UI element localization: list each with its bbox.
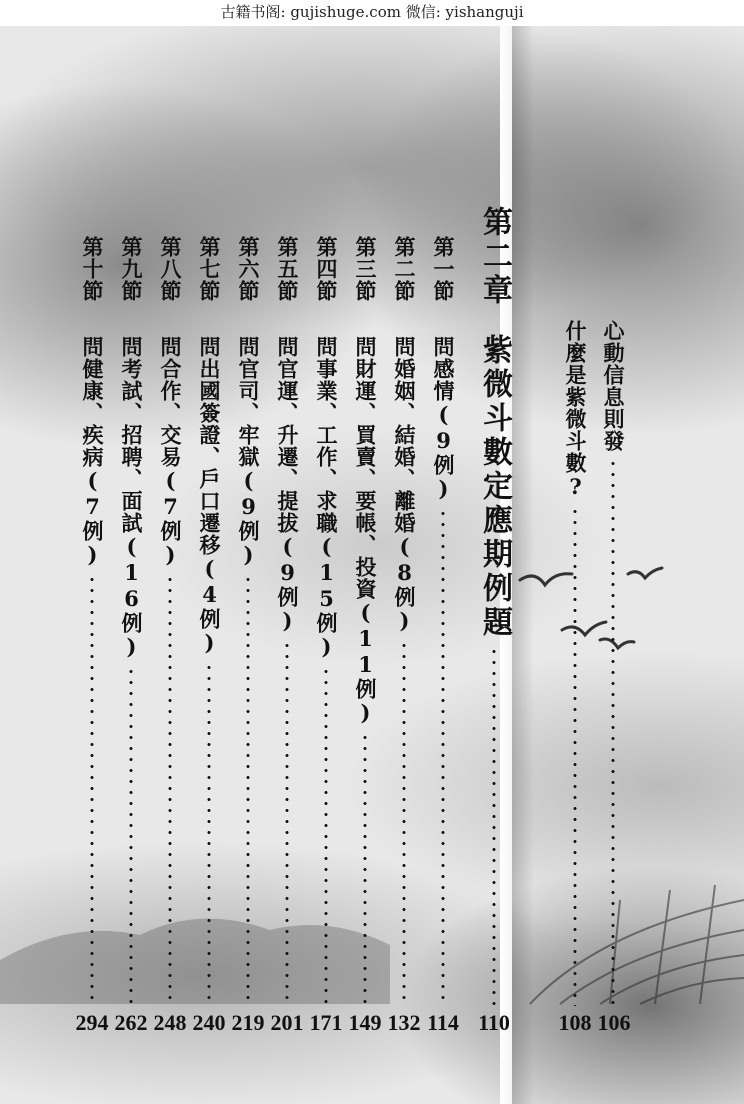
toc-section-5[interactable] [272,236,302,1006]
dot-leader [363,732,367,1006]
section-title: 問官司、牢獄(9例) [236,336,261,568]
page-number: 114 [427,1010,459,1035]
chapter-number: 第二章 [477,206,512,308]
section-number: 第六節 [236,236,261,302]
dot-leader [246,574,250,1006]
section-title: 問婚姻、結婚、離婚(8例) [392,336,417,634]
dot-leader [285,640,289,1006]
page-number: 240 [192,1010,226,1035]
toc-entry-prior-2[interactable] [560,320,590,1006]
page-number: 201 [270,1010,304,1035]
flying-birds-icon [520,568,662,648]
toc-section-7[interactable] [194,236,224,1006]
section-title: 問健康、疾病(7例) [80,336,105,568]
section-number: 第一節 [431,236,456,302]
toc-section-8[interactable] [155,236,185,1006]
toc-entry-prior-1[interactable] [598,320,628,1006]
section-number: 第七節 [197,236,222,302]
section-number: 第八節 [158,236,183,302]
dot-leader [441,508,445,1006]
dot-leader [492,646,496,1006]
toc-entry-title: 心動信息則發 [601,320,626,452]
dot-leader [573,506,577,1006]
page-number: 149 [348,1010,382,1035]
dot-leader [168,574,172,1006]
section-title: 問考試、招聘、面試(16例) [119,336,144,660]
dot-leader [129,666,133,1006]
watermark-header: 古籍书阁: gujishuge.com 微信: yishanguji [0,0,744,26]
page-number: 106 [597,1010,631,1035]
toc-section-6[interactable] [233,236,263,1006]
dot-leader [402,640,406,1006]
toc-chapter-heading[interactable] [474,206,514,1006]
page-number: 262 [114,1010,148,1035]
page-number: 171 [309,1010,343,1035]
dot-leader [90,574,94,1006]
dot-leader [324,666,328,1006]
toc-section-1[interactable] [428,236,458,1006]
section-title: 問出國簽證、戶口遷移(4例) [197,336,222,656]
page-number: 248 [153,1010,187,1035]
dot-leader [207,662,211,1006]
toc-section-4[interactable] [311,236,341,1006]
section-number: 第二節 [392,236,417,302]
section-title: 問財運、買賣、要帳、投資(11例) [353,336,378,726]
page-number: 132 [387,1010,421,1035]
toc-section-10[interactable] [77,236,107,1006]
page-number: 219 [231,1010,265,1035]
toc-section-3[interactable] [350,236,380,1006]
page-number: 108 [558,1010,592,1035]
chapter-title: 紫微斗數定應期例題 [477,334,512,640]
section-number: 第三節 [353,236,378,302]
page-number: 294 [75,1010,109,1035]
toc-section-2[interactable] [389,236,419,1006]
page-number: 110 [478,1010,510,1035]
dot-leader [611,458,615,1006]
toc-entry-title: 什麼是紫微斗數? [563,320,588,500]
section-title: 問官運、升遷、提拔(9例) [275,336,300,634]
section-title: 問感情(9例) [431,336,456,502]
toc-section-9[interactable] [116,236,146,1006]
section-number: 第十節 [80,236,105,302]
section-title: 問合作、交易(7例) [158,336,183,568]
section-number: 第五節 [275,236,300,302]
section-number: 第九節 [119,236,144,302]
section-title: 問事業、工作、求職(15例) [314,336,339,660]
section-number: 第四節 [314,236,339,302]
